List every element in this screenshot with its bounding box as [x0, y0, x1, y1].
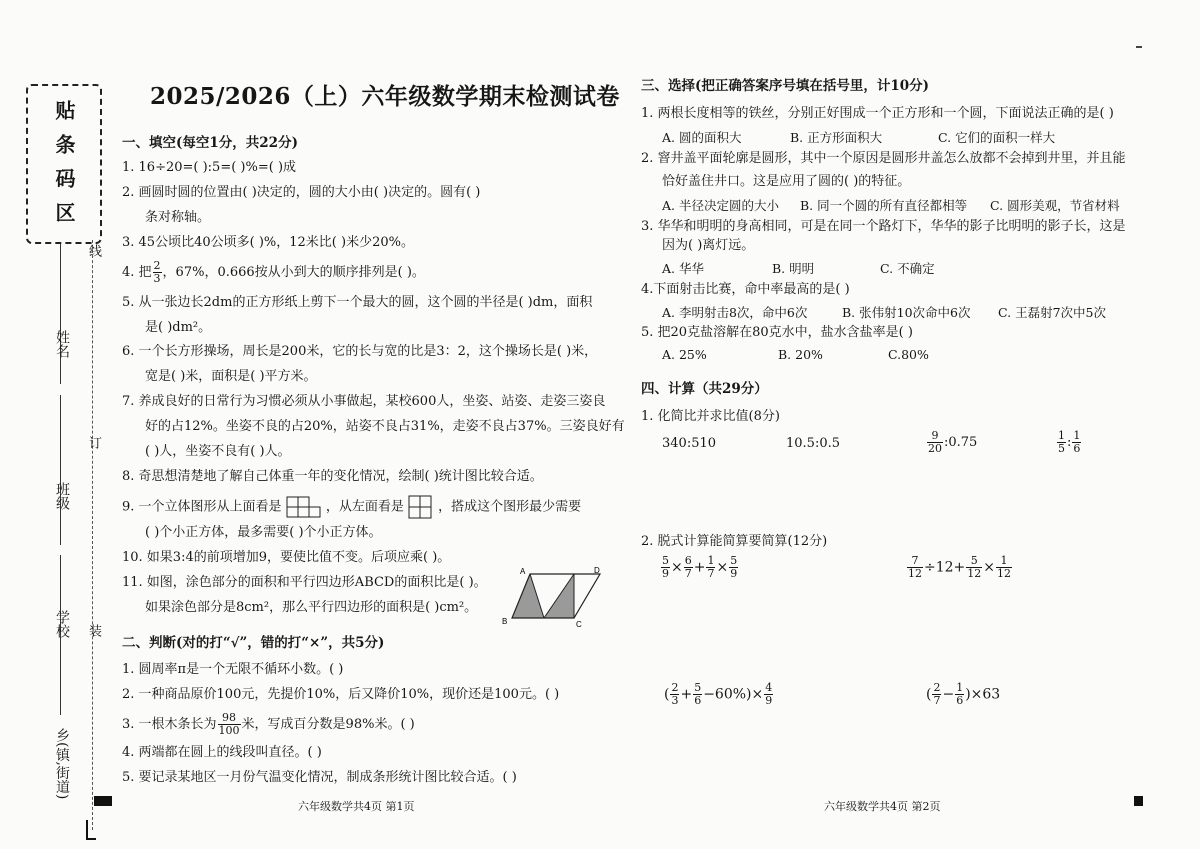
fill-q6-line1: 6. 一个长方形操场，周长是200米，它的长与宽的比是3：2，这个操场长是( )米，	[122, 344, 598, 359]
fill-q4-pre: 4. 把	[122, 265, 152, 280]
expr2-frac2	[966, 555, 982, 580]
ratio-3-post: :0.75	[944, 435, 978, 450]
expr1-op3: ×	[716, 559, 729, 576]
expr2-op1: ÷12+	[924, 559, 966, 576]
choice-q4-option-a: A. 李明射击8次，命中6次	[662, 305, 808, 320]
fill-q1: 1. 16÷20=( ):5=( )%=( )成	[122, 160, 297, 175]
calc-sub1-heading: 1. 化简比并求比值(8分)	[641, 409, 780, 424]
fraction-denominator: 9	[662, 567, 669, 580]
expr3-frac1	[670, 682, 679, 707]
fill-q6-line2: 宽是( )米，面积是( )平方米。	[145, 369, 317, 384]
parallelogram-figure	[502, 566, 602, 628]
choice-q3-option-a: A. 华华	[662, 261, 704, 276]
judge-q4: 4. 两端都在圆上的线段叫直径。( )	[122, 745, 322, 760]
left-view-figure	[408, 495, 434, 519]
fraction-numerator: 2	[933, 681, 941, 694]
fill-q9-post: ，搭成这个图形最少需要	[438, 499, 582, 515]
choice-q3-line1: 3. 华华和明明的身高相同，可是在同一个路灯下，华华的影子比明明的影子长，这是	[641, 219, 1126, 234]
fill-q11-line1: 11. 如图，涂色部分的面积和平行四边形ABCD的面积比是( )。	[122, 575, 487, 590]
expr4-frac2	[955, 682, 964, 707]
class-underline	[60, 395, 61, 545]
expr1-op2: +	[693, 559, 706, 576]
choice-q1-option-b: B. 正方形面积大	[790, 130, 883, 145]
choice-q2-line1: 2. 窨井盖平面轮廓是圆形，其中一个原因是圆形井盖怎么放都不会掉到井里，并且能	[641, 151, 1126, 166]
judge-q3-pre: 3. 一根木条长为	[122, 717, 217, 732]
fraction-denominator: 6	[956, 694, 964, 707]
fraction-numerator: 5	[966, 555, 982, 568]
page2-footer: 六年级数学共4页 第2页	[824, 800, 941, 813]
fraction-denominator: 5	[1058, 442, 1065, 455]
fraction-denominator: 20	[928, 442, 942, 455]
fill-q9-line2: ( )个小正方体，最多需要( )个小正方体。	[145, 525, 382, 540]
fraction-numerator: 4	[765, 681, 773, 694]
fraction-denominator: 100	[218, 724, 240, 737]
binding-mark-line: 线	[86, 244, 101, 257]
fill-q3: 3. 45公顷比40公顷多( )%，12米比( )米少20%。	[122, 235, 414, 250]
fill-q7-line1: 7. 养成良好的日常行为习惯必须从小事做起，某校600人，坐姿、站姿、走姿三姿良	[122, 394, 606, 409]
judge-q1: 1. 圆周率π是一个无限不循环小数。( )	[122, 662, 344, 677]
fraction-numerator: 1	[707, 554, 715, 567]
school-label: 学校	[54, 610, 70, 638]
page1-footer: 六年级数学共4页 第1页	[298, 800, 415, 813]
fill-q4	[122, 260, 425, 285]
fill-q4-post: ，67%，0.666按从小到大的顺序排列是( )。	[162, 265, 425, 280]
fraction-numerator: 9	[927, 430, 943, 443]
fraction-denominator: 7	[684, 567, 692, 580]
town-label: 乡(镇,街道)	[54, 728, 70, 800]
choice-q2-option-b: B. 同一个圆的所有直径都相等	[800, 198, 968, 213]
fraction-numerator: 1	[1058, 429, 1065, 442]
fraction-denominator: 7	[933, 694, 941, 707]
corner-mark-top-right	[1136, 46, 1142, 48]
choice-q2-option-a: A. 半径决定圆的大小	[662, 198, 779, 213]
fraction-numerator: 2	[671, 681, 679, 694]
fraction-denominator: 9	[765, 694, 773, 707]
fraction-numerator: 5	[694, 681, 702, 694]
expr1-frac3	[706, 555, 715, 580]
expr1-frac1	[661, 555, 670, 580]
corner-mark-left-foot	[86, 838, 96, 840]
expr3-frac3	[764, 682, 773, 707]
fill-q2-line1: 2. 画圆时圆的位置由( )决定的，圆的大小由( )决定的。圆有( )	[122, 185, 481, 200]
fill-q7-line3: ( )人，坐姿不良有( )人。	[145, 444, 291, 459]
fraction-denominator: 6	[1073, 442, 1081, 455]
fill-q2-line2: 条对称轴。	[145, 210, 211, 225]
ratio-3	[926, 430, 977, 455]
class-label: 班级	[54, 482, 70, 510]
ratio-1: 340:510	[662, 436, 717, 451]
choice-q5: 5. 把20克盐溶解在80克水中，盐水含盐率是( )	[641, 325, 913, 340]
expr4-op1: −	[942, 686, 955, 703]
fraction-denominator: 12	[908, 567, 922, 580]
binding-line	[92, 240, 93, 830]
shaded-triangle-left	[512, 574, 544, 618]
choice-q1-option-a: A. 圆的面积大	[662, 130, 742, 145]
choice-q5-option-c: C.80%	[888, 347, 929, 362]
expression-2	[906, 555, 1013, 580]
choice-q3-option-c: C. 不确定	[880, 261, 935, 276]
calc-sub2-heading: 2. 脱式计算能简算要简算(12分)	[641, 534, 828, 549]
choice-q4-option-c: C. 王磊射7次中5次	[998, 305, 1106, 320]
choice-q2-option-c: C. 圆形美观，节省材料	[990, 198, 1120, 213]
expr1-frac4	[729, 555, 738, 580]
fill-q9-mid: ，从左面看是	[325, 499, 404, 515]
expr3-open: (	[664, 686, 670, 703]
scan-marker-left	[94, 796, 112, 806]
vertex-d-label: D	[594, 566, 600, 575]
choice-q4-option-b: B. 张伟射10次命中6次	[842, 305, 971, 320]
section1-heading: 一、填空(每空1分，共22分)	[122, 135, 298, 151]
fill-q7-line2: 好的占12%。坐姿不良的占20%，站姿不良占31%，走姿不良占37%。三姿良好有	[145, 419, 625, 434]
fraction-numerator: 2	[153, 259, 161, 272]
section4-heading: 四、计算（共29分）	[641, 381, 768, 397]
judge-q3	[122, 712, 415, 737]
fill-q8: 8. 奇思想清楚地了解自己体重一年的变化情况，绘制( )统计图比较合适。	[122, 469, 543, 484]
fraction-denominator: 6	[694, 694, 702, 707]
ratio-4	[1056, 430, 1082, 455]
judge-q2: 2. 一种商品原价100元，先提价10%，后又降价10%，现价还是100元。( )	[122, 687, 560, 702]
choice-q1: 1. 两根长度相等的铁丝，分别正好围成一个正方形和一个圆，下面说法正确的是( )	[641, 106, 1114, 121]
fraction-denominator: 12	[997, 567, 1012, 580]
fraction-numerator: 1	[956, 681, 964, 694]
choice-q1-option-c: C. 它们的面积一样大	[938, 130, 1056, 145]
fraction-denominator: 3	[671, 694, 679, 707]
fraction-numerator: 5	[730, 554, 738, 567]
fraction-denominator: 7	[707, 567, 715, 580]
expr4-frac1	[932, 682, 941, 707]
expression-1	[660, 555, 739, 580]
choice-q3-option-b: B. 明明	[772, 261, 815, 276]
scan-marker-right	[1134, 796, 1143, 806]
choice-q5-option-b: B. 20%	[778, 347, 823, 362]
fraction-denominator: 9	[730, 567, 738, 580]
fraction-denominator: 3	[153, 272, 161, 285]
vertex-c-label: C	[576, 620, 582, 628]
fraction-numerator: 5	[662, 554, 669, 567]
fill-q5-line2: 是( )dm²。	[145, 320, 212, 335]
expr3-op2: −60%)×	[703, 686, 764, 703]
section2-heading: 二、判断(对的打“√”，错的打“×”，共5分)	[122, 635, 385, 651]
barcode-area-label: 贴条码区	[52, 100, 76, 236]
ratio-4-fraction-2	[1072, 430, 1081, 455]
top-view-figure	[286, 496, 322, 518]
judge-q3-fraction	[218, 712, 241, 737]
section3-heading: 三、选择(把正确答案序号填在括号里，计10分)	[641, 78, 930, 94]
expr3-frac2	[693, 682, 702, 707]
choice-q2-line2: 恰好盖住井口。这是应用了圆的( )的特征。	[662, 174, 911, 189]
exam-title: 2025/2026（上）六年级数学期末检测试卷	[150, 83, 620, 110]
fraction-numerator: 98	[218, 712, 241, 725]
name-label: 姓名	[54, 330, 70, 358]
expr2-op2: ×	[983, 559, 996, 576]
ratio-4-fraction-1	[1057, 430, 1066, 455]
expression-4	[926, 682, 1000, 707]
vertex-b-label: B	[502, 617, 508, 626]
fraction-numerator: 1	[1073, 429, 1081, 442]
expr3-op1: +	[680, 686, 693, 703]
expression-3	[664, 682, 774, 707]
fraction-numerator: 7	[907, 555, 923, 568]
expr1-frac2	[684, 555, 693, 580]
fraction-numerator: 6	[684, 554, 692, 567]
expr4-open: (	[926, 686, 932, 703]
expr2-frac1	[907, 555, 923, 580]
choice-q4: 4.下面射击比赛，命中率最高的是( )	[641, 282, 850, 297]
judge-q5: 5. 要记录某地区一月份气温变化情况，制成条形统计图比较合适。( )	[122, 770, 517, 785]
vertex-a-label: A	[520, 567, 526, 576]
fraction-numerator: 1	[996, 555, 1012, 568]
fill-q10: 10. 如果3:4的前项增加9，要使比值不变。后项应乘( )。	[122, 550, 451, 565]
ratio-2: 10.5:0.5	[786, 436, 840, 451]
binding-mark-bind: 装	[86, 624, 101, 637]
expr4-op2: )×63	[965, 686, 1001, 703]
binding-mark-staple: 订	[86, 436, 101, 449]
fill-q9-pre: 9. 一个立体图形从上面看是	[122, 499, 282, 515]
expr1-op1: ×	[671, 559, 683, 576]
expr2-frac3	[996, 555, 1012, 580]
corner-mark-left	[86, 820, 88, 840]
judge-q3-post: 米，写成百分数是98%米。( )	[241, 717, 415, 732]
fraction-denominator: 12	[967, 567, 982, 580]
fill-q5-line1: 5. 从一张边长2dm的正方形纸上剪下一个最大的圆，这个圆的半径是( )dm，面积	[122, 295, 593, 310]
fill-q11-line2: 如果涂色部分是8cm²，那么平行四边形的面积是( )cm²。	[145, 600, 478, 615]
ratio-4-separator: :	[1067, 435, 1072, 450]
fill-q9-line1	[122, 495, 581, 519]
fill-q4-fraction	[153, 260, 162, 285]
ratio-3-fraction	[927, 430, 943, 455]
choice-q5-option-a: A. 25%	[662, 347, 707, 362]
name-underline	[60, 244, 61, 384]
choice-q3-line2: 因为( )离灯远。	[662, 238, 755, 253]
